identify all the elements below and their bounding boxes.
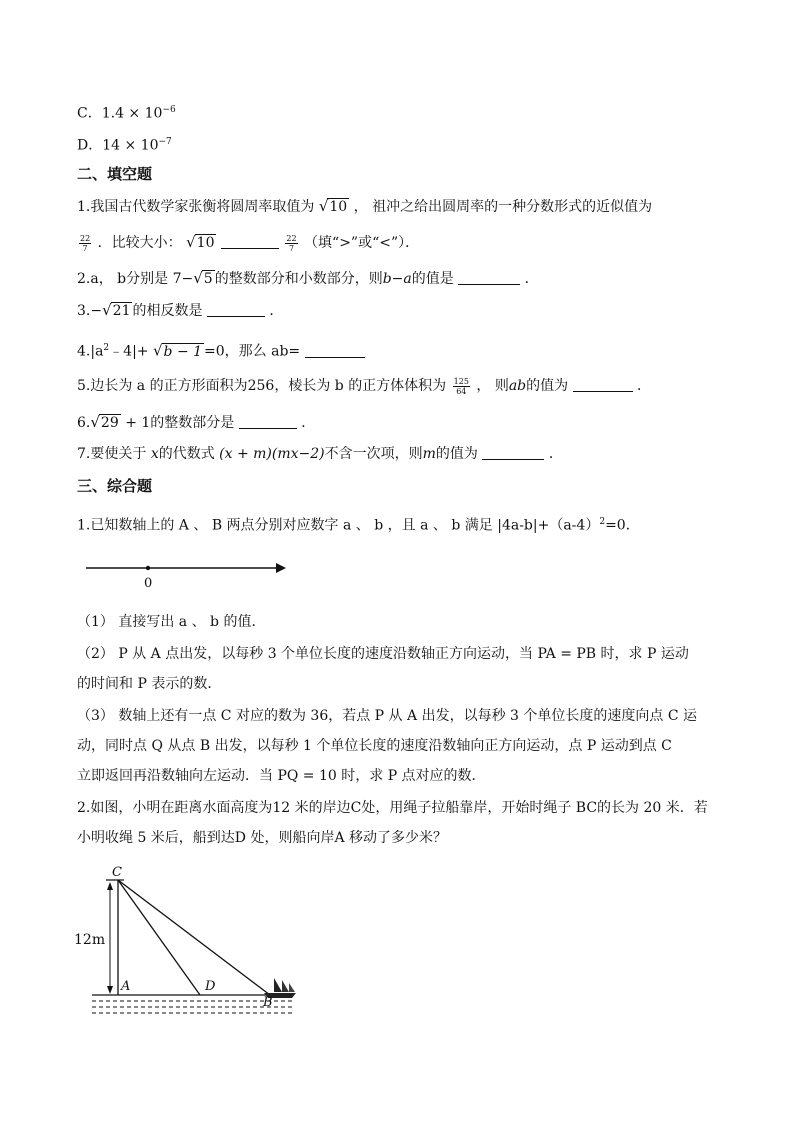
q5-ab: ab	[508, 378, 527, 394]
label-height: 12m	[74, 932, 106, 948]
q1-text-b: ， 祖冲之给出圆周率的一种分数形式的近似值为	[353, 199, 653, 215]
q7-end: 的值为	[435, 446, 478, 462]
q3-prefix: 3.−	[77, 303, 103, 319]
fill-question-3: 3.−√21 的相反数是 ．	[77, 301, 284, 319]
c1-stem-end: =0．	[605, 517, 640, 534]
q1-compare-text: ．比较大小：	[97, 235, 182, 251]
q7-rest: 不含一次项，则	[324, 446, 423, 462]
rope-cb	[118, 880, 270, 995]
option-d-value: 14 × 10	[102, 137, 159, 154]
number-line-figure	[80, 556, 300, 592]
q7-period: ．	[548, 446, 563, 462]
option-d	[77, 132, 172, 156]
comprehensive-question-1-stem	[77, 512, 640, 536]
q6-period: ．	[301, 415, 316, 431]
q4-rest: =0，那么 ab=	[204, 343, 301, 360]
c1-part-3-line-1: （3） 数轴上还有一点 C 对应的数为 36，若点 P 从 A 出发，以每秒 3 个单位长度的速度向点 C 运	[77, 708, 697, 724]
dimension-arrow-up	[107, 882, 113, 890]
number-line-origin-point	[146, 566, 150, 570]
q1-fraction-denominator: 7	[82, 243, 88, 253]
q5-fraction-denominator: 64	[456, 386, 467, 396]
q6-rest: + 1的整数部分是	[120, 415, 235, 431]
q2-rest: 的整数部分和小数部分，则	[214, 271, 383, 287]
label-b: B	[263, 995, 273, 1010]
q5-prefix: 5.边长为 a 的正方形面积为256，棱长为 b 的正方体体积为	[77, 378, 447, 394]
q5-fraction-numerator: 125	[453, 376, 469, 386]
comprehensive-question-2-line-2: 小明收绳 5 米后，船到达D 处，则船向岸A 移动了多少米？	[77, 830, 448, 846]
q5-answer-blank[interactable]	[573, 377, 633, 392]
fill-question-7	[77, 444, 563, 464]
option-c-label: C．	[77, 105, 102, 122]
q5-fraction	[453, 377, 470, 396]
q4-prefix: 4.|a	[77, 343, 104, 360]
c1-part-2-line-1: （2） P 从 A 点出发，以每秒 3 个单位长度的速度沿数轴正方向运动，当 PA = PB 时，求 P 运动	[77, 646, 689, 662]
c1-part-1: （1） 直接写出 a 、 b 的值．	[77, 614, 266, 630]
option-c-exponent: −6	[162, 105, 176, 115]
option-c-value: 1.4 × 10	[101, 105, 163, 122]
q2-end: 的值是	[411, 271, 454, 287]
fill-question-6: 6.√29 + 1的整数部分是 ．	[77, 413, 316, 431]
q1-fraction-numerator: 22	[80, 233, 91, 243]
q2-expr: 7−	[172, 271, 194, 287]
q2-b: ， b分别是	[98, 271, 169, 287]
rope-cd	[118, 880, 200, 995]
q3-rest: 的相反数是	[132, 303, 203, 319]
fill-question-2: 2.a， b分别是 7−√5 的整数部分和小数部分，则b−a的值是 ．	[77, 269, 539, 287]
q7-answer-blank[interactable]	[482, 445, 544, 460]
q1-answer-blank[interactable]	[221, 234, 279, 249]
q7-x: x	[150, 446, 159, 462]
c1-exponent: 2	[599, 517, 606, 527]
label-c: C	[112, 865, 122, 880]
option-d-label: D．	[77, 137, 103, 154]
q1-fraction-denominator-2: 7	[288, 243, 295, 253]
label-a: A	[121, 979, 131, 994]
q7-m: m	[422, 446, 436, 462]
section-fill-in-heading: 二、填空题	[77, 165, 153, 183]
q1-fraction	[79, 234, 91, 253]
number-line-zero-label: 0	[144, 576, 153, 591]
q5-mid: ， 则	[476, 378, 509, 394]
q1-text-a: 1.我国古代数学家张衡将圆周率取值为	[77, 199, 315, 215]
q3-root: 21	[112, 303, 131, 319]
dimension-arrow-down	[107, 986, 113, 994]
q5-rest: 的值为	[526, 378, 569, 394]
c1-part-2-line-2: 的时间和 P 表示的数．	[77, 676, 222, 692]
q2-b-minus-a: b−a	[382, 271, 412, 287]
q1-sqrt-10-again: 10	[196, 235, 215, 251]
q2-answer-blank[interactable]	[458, 270, 520, 285]
fill-question-5	[77, 376, 651, 396]
q7-prefix: 7.要使关于	[77, 446, 151, 462]
q3-answer-blank[interactable]	[207, 302, 265, 317]
q4-answer-blank[interactable]	[305, 343, 365, 358]
q1-fraction-again	[285, 234, 297, 253]
c1-part-3-line-3: 立即返回再沿数轴向左运动．当 PQ = 10 时，求 P 点对应的数．	[77, 768, 486, 784]
q2-period: ．	[524, 271, 539, 287]
option-c	[77, 100, 176, 124]
q7-mid: 的代数式	[158, 446, 220, 462]
q2-a: 2.a	[77, 271, 99, 287]
comprehensive-question-2-line-1: 2.如图，小明在距离水面高度为12 米的岸边C处，用绳子拉船靠岸，开始时绳子 BC的长为 20 米．若	[77, 800, 708, 816]
q5-period: ．	[637, 378, 652, 394]
q4-exponent: 2	[103, 343, 110, 353]
q4-mid: ﹣4|+	[109, 343, 153, 360]
q6-prefix: 6.	[77, 415, 91, 431]
q3-period: ．	[269, 303, 284, 319]
label-d: D	[205, 979, 216, 994]
q1-sqrt-10: 10	[329, 199, 348, 215]
q4-root: b − 1	[163, 343, 203, 360]
q6-root: 29	[100, 415, 119, 431]
fill-question-1-line-1: 1.我国古代数学家张衡将圆周率取值为 √10 ， 祖冲之给出圆周率的一种分数形式的近似值为	[77, 197, 653, 215]
q6-answer-blank[interactable]	[239, 414, 297, 429]
q1-fraction-numerator-2: 22	[286, 233, 297, 243]
q7-expression: (x + m)(mx−2)	[219, 446, 325, 462]
c1-stem-text: 1.已知数轴上的 A 、 B 两点分别对应数字 a 、 b ，且 a 、 b 满足 |4a-b|+（a-4）	[77, 517, 600, 534]
q1-hint: （填“>”或“<”）．	[304, 235, 420, 251]
option-d-exponent: −7	[158, 137, 172, 147]
c1-part-3-line-2: 动，同时点 Q 从点 B 出发，以每秒 1 个单位长度的速度沿数轴向正方向运动，点 P 运动到点 C	[77, 738, 672, 754]
fill-question-4: $4.|a^2﹣4|+ √b - 1 =0$，那么 ab=	[77, 338, 365, 362]
boat-rope-figure	[70, 862, 310, 1022]
fill-question-1-line-2: $\frac{22}{7}$ ．比较大小： √10 $\frac{22}{7}$ （填“>”或“<”）．	[80, 233, 420, 253]
section-comprehensive-heading: 三、综合题	[77, 477, 153, 495]
q2-root: 5	[203, 271, 213, 287]
number-line-arrow	[276, 563, 286, 573]
